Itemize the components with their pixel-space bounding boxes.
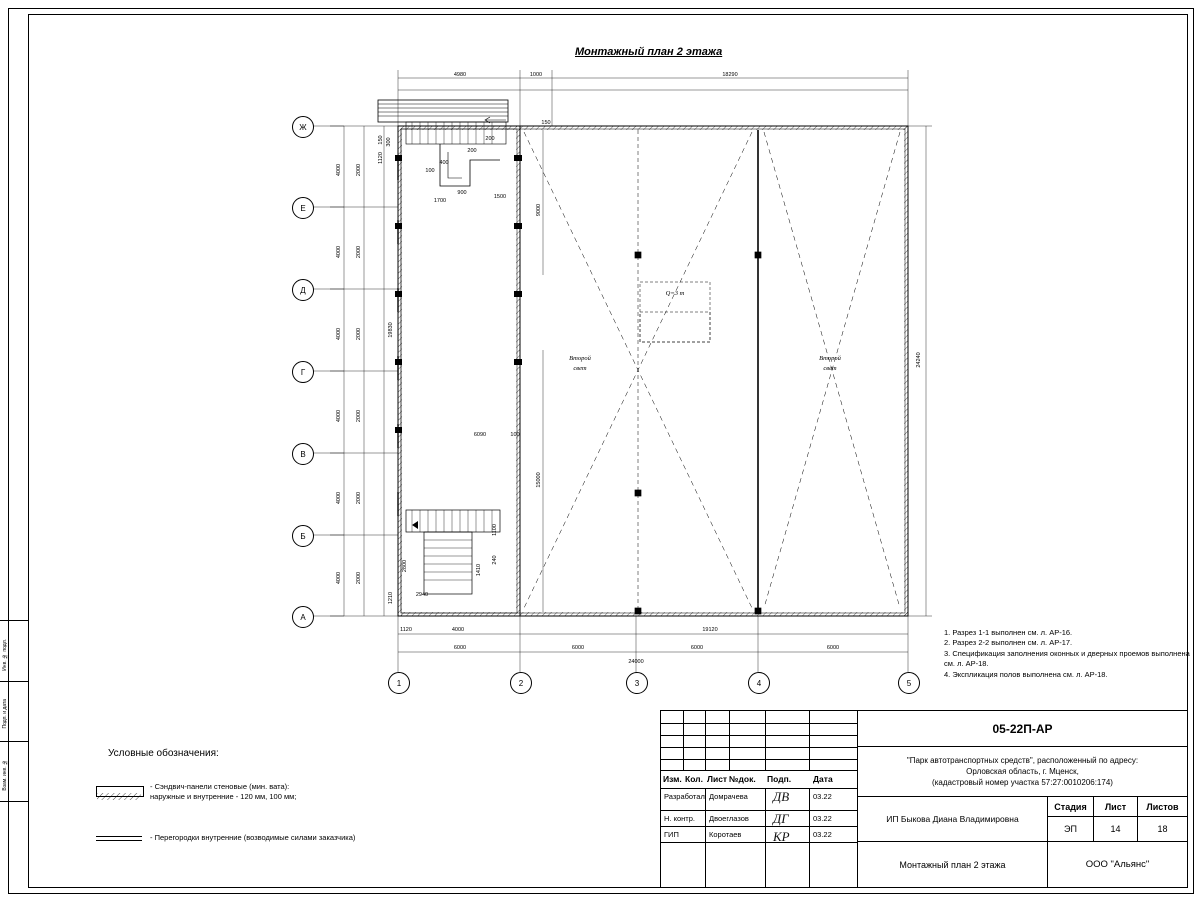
dim-left-3: 4000 — [336, 409, 342, 423]
legend-item-1-line2: наружные и внутренние - 120 мм, 100 мм; — [150, 792, 297, 801]
dim-left-in-2: 2000 — [356, 327, 362, 341]
dim-top-0: 4980 — [453, 72, 467, 78]
axis-number-4: 4 — [748, 672, 770, 694]
dim-bottom-inner-1: 4000 — [451, 627, 465, 633]
dim-bottom-outer-1: 6000 — [571, 645, 585, 651]
stage-value-0: ЭП — [1048, 817, 1094, 841]
stage-header-0: Стадия — [1048, 797, 1094, 816]
floor-plan — [300, 60, 940, 700]
axis-letter-g: Г — [292, 361, 314, 383]
row-name-2: Коротаев — [709, 830, 742, 839]
row-name-0: Домрачева — [709, 792, 748, 801]
row-role-0: Разработал — [664, 792, 705, 801]
stage-values — [1048, 817, 1187, 842]
left-margin-label-2: Взам. инв. № — [2, 759, 8, 791]
dim-bottom-outer-2: 6000 — [690, 645, 704, 651]
dim-6090: 6090 — [473, 432, 487, 438]
axis-letter-v: В — [292, 443, 314, 465]
dim-left-in-0: 2000 — [356, 163, 362, 177]
stage-header-2: Листов — [1146, 801, 1179, 812]
object-description — [858, 747, 1187, 797]
dim-150b: 150 — [541, 120, 551, 126]
title-block-left — [661, 711, 858, 887]
stage-value-2: 18 — [1157, 824, 1168, 834]
dim-200: 200 — [467, 148, 477, 154]
axis-letter-e: Е — [292, 197, 314, 219]
dim-left-5: 4000 — [336, 571, 342, 585]
dim-2940: 2940 — [415, 592, 429, 598]
axis-letter-zh: Ж — [292, 116, 314, 138]
note-2: 2. Разрез 2-2 выполнен см. л. АР-17. — [944, 638, 1073, 648]
axis-number-1: 1 — [388, 672, 410, 694]
revision-grid — [661, 711, 858, 771]
sheet-name: Монтажный план 2 этажа — [858, 842, 1048, 887]
legend-line-swatch — [96, 836, 142, 841]
dim-bottom-inner-0: 1120 — [400, 627, 412, 633]
dim-left-in-3: 2000 — [356, 409, 362, 423]
organization-name: ООО "Альянс" — [1085, 859, 1150, 870]
dim-1210: 1210 — [388, 591, 394, 605]
axis-number-2: 2 — [510, 672, 532, 694]
dim-inner-19830: 19830 — [388, 322, 394, 338]
dim-900: 900 — [457, 190, 467, 196]
table-row — [661, 827, 858, 843]
table-row — [661, 789, 858, 811]
rev-hdr-2: Лист — [707, 774, 728, 784]
stage-headers — [1048, 797, 1187, 817]
row-role-1: Н. контр. — [664, 814, 695, 823]
dim-left-4: 4000 — [336, 491, 342, 505]
note-4: 4. Экспликация полов выполнена см. л. АР-18. — [944, 669, 1108, 679]
label-second-light-right-1: Второй — [819, 355, 841, 362]
left-margin-label-0: Инв. № подл. — [2, 639, 8, 671]
dim-right-total: 24240 — [916, 352, 922, 368]
dim-1700: 1700 — [433, 198, 447, 204]
dim-200b: 200 — [485, 136, 495, 142]
object-line-1: "Парк автотранспортных средств", расположенный по адресу: — [906, 756, 1139, 765]
legend-item-1 — [150, 782, 296, 802]
label-crane-capacity: Q=3 т — [665, 290, 685, 297]
customer-name: ИП Быкова Диана Владимировна — [858, 797, 1048, 842]
axis-number-5: 5 — [898, 672, 920, 694]
legend-hatch-swatch — [96, 786, 144, 797]
rev-hdr-5: Дата — [813, 774, 833, 784]
dim-240: 240 — [492, 555, 498, 565]
label-second-light-left-2: свет — [573, 365, 587, 372]
table-row — [661, 811, 858, 827]
stage-header-1: Лист — [1094, 797, 1138, 816]
dim-left-2: 4000 — [336, 327, 342, 341]
project-code: 05-22П-АР — [858, 711, 1187, 747]
dim-small-2: 1120 — [378, 152, 384, 164]
rev-hdr-0: Изм. — [663, 774, 682, 784]
object-line-2: Орловская область, г. Мценск, — [966, 767, 1079, 776]
dim-2800: 2800 — [402, 559, 408, 573]
axis-letter-b: Б — [292, 525, 314, 547]
legend-item-2: - Перегородки внутренние (возводимые силами заказчика) — [150, 833, 356, 842]
left-margin-label-1: Подп. и дата — [2, 699, 8, 729]
floor-plan-svg — [300, 60, 940, 700]
dim-top-2: 18290 — [722, 72, 738, 78]
dim-left-in-1: 2000 — [356, 245, 362, 259]
object-line-3: (кадастровый номер участка 57:27:0010206:174) — [932, 778, 1113, 787]
row-date-2: 03.22 — [813, 830, 832, 839]
dim-left-0: 4000 — [336, 163, 342, 177]
dim-1500: 1500 — [493, 194, 507, 200]
dim-left-1: 4000 — [336, 245, 342, 259]
dim-small-1: 300 — [386, 137, 392, 147]
rev-hdr-1: Кол. — [685, 774, 703, 784]
dim-1100: 1100 — [492, 524, 498, 536]
drawing-title: Монтажный план 2 этажа — [575, 46, 723, 58]
revision-headers — [661, 771, 858, 789]
dim-1410: 1410 — [476, 563, 482, 577]
signature-2: КР — [773, 829, 790, 844]
dim-inner-15000: 15000 — [536, 472, 542, 488]
dim-top-1: 1000 — [529, 72, 543, 78]
axis-letter-d: Д — [292, 279, 314, 301]
dim-bottom-inner-2: 19120 — [702, 627, 718, 633]
hatch-icon — [97, 793, 141, 800]
note-3: 3. Спецификация заполнения оконных и дверных проемов выполнена см. л. АР-18. — [944, 648, 1190, 669]
stage-value-1: 14 — [1094, 817, 1138, 841]
title-block — [660, 710, 1188, 888]
dim-bottom-outer-3: 6000 — [826, 645, 840, 651]
signature-0: ДВ — [773, 789, 790, 804]
dim-small-0: 150 — [378, 135, 384, 145]
dim-100: 100 — [510, 432, 520, 438]
label-second-light-right-2: свет — [823, 365, 837, 372]
legend-title: Условные обозначения: — [108, 748, 219, 759]
dim-left-in-5: 2000 — [356, 571, 362, 585]
dim-left-in-4: 2000 — [356, 491, 362, 505]
label-second-light-left-1: Второй — [569, 355, 591, 362]
axis-letter-a: А — [292, 606, 314, 628]
note-1: 1. Разрез 1-1 выполнен см. л. АР-16. — [944, 628, 1073, 637]
dim-bottom-total: 24000 — [628, 659, 644, 665]
row-name-1: Двоеглазов — [709, 814, 749, 823]
dim-bottom-outer-0: 6000 — [453, 645, 467, 651]
left-margin-blocks — [0, 620, 29, 887]
general-notes — [944, 628, 1194, 680]
row-date-0: 03.22 — [813, 792, 832, 801]
rev-hdr-4: Подп. — [767, 774, 792, 784]
legend-item-1-line1: - Сэндвич-панели стеновые (мин. вата): — [150, 782, 290, 791]
row-date-1: 03.22 — [813, 814, 832, 823]
signature-1: ДГ — [773, 811, 789, 826]
rev-hdr-3: №док. — [729, 774, 756, 784]
axis-number-3: 3 — [626, 672, 648, 694]
dim-100b: 100 — [425, 168, 435, 174]
dim-400: 400 — [439, 160, 449, 166]
dim-inner-9000: 9000 — [536, 203, 542, 217]
row-role-2: ГИП — [664, 830, 679, 839]
title-block-right — [858, 711, 1187, 887]
